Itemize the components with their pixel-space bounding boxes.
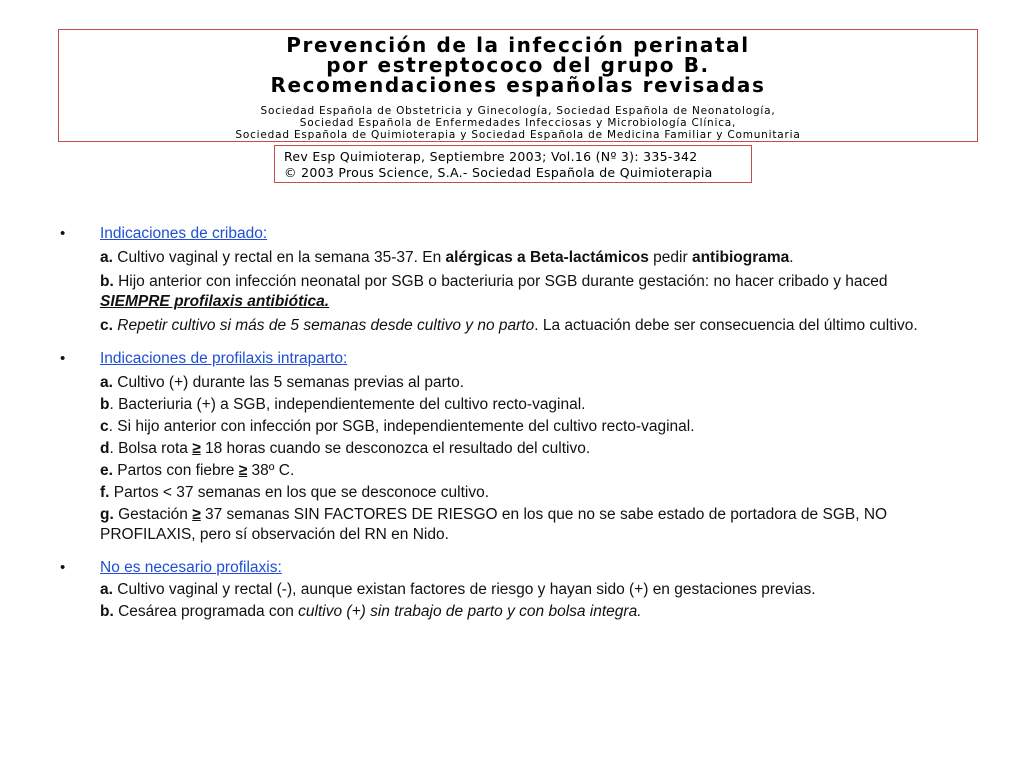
- intrapartum-item-g: g. Gestación ≥ 37 semanas SIN FACTORES DE RIESGO en los que no se sabe estado de portadora de SGB, NO PROFILAXIS, pero sí observación del RN en Nido.: [100, 506, 888, 543]
- society-line-2: Sociedad Española de Enfermedades Infecciosas y Microbiología Clínica,: [299, 117, 737, 129]
- screening-item-c: c. Repetir cultivo si más de 5 semanas desde cultivo y no parto. La actuación debe ser consecuencia del último cultivo.: [100, 317, 918, 334]
- article-title-line-2: por estreptococo del grupo B.: [326, 53, 710, 77]
- item-label: a.: [100, 581, 113, 598]
- screening-item-a: a. Cultivo vaginal y rectal en la semana 35-37. En alérgicas a Beta-lactámicos pedir antibiograma.: [100, 249, 794, 266]
- intrapartum-item-c: c. Si hijo anterior con infección por SGB, independientemente del cultivo recto-vaginal.: [100, 418, 695, 435]
- section-heading-no-prophylaxis: No es necesario profilaxis:: [100, 559, 282, 576]
- no-prophylaxis-item-a: a. Cultivo vaginal y rectal (-), aunque existan factores de riesgo y hayan sido (+) en gestaciones previas.: [100, 581, 816, 598]
- item-label: a.: [100, 374, 113, 391]
- item-label: g.: [100, 506, 114, 523]
- journal-reference-box: [274, 145, 752, 183]
- copyright-line: © 2003 Prous Science, S.A.- Sociedad Española de Quimioterapia: [284, 165, 713, 180]
- item-label: f.: [100, 484, 110, 501]
- bullet: •: [60, 559, 66, 576]
- item-label: b: [100, 396, 110, 413]
- item-label: b.: [100, 273, 114, 290]
- item-label: d: [100, 440, 110, 457]
- intrapartum-item-d: d. Bolsa rota ≥ 18 horas cuando se desconozca el resultado del cultivo.: [100, 440, 591, 457]
- section-intrapartum-prophylaxis: [0, 349, 1024, 545]
- section-screening: [0, 224, 1024, 336]
- item-label: a.: [100, 249, 113, 266]
- no-prophylaxis-item-b: b. Cesárea programada con cultivo (+) sin trabajo de parto y con bolsa integra.: [100, 603, 642, 620]
- section-no-prophylaxis: [0, 558, 1024, 622]
- intrapartum-item-e: e. Partos con fiebre ≥ 38º C.: [100, 462, 295, 479]
- screening-item-b: b. Hijo anterior con infección neonatal por SGB o bacteriuria por SGB durante gestación: no hacer cribado y haced SIEMPRE profilaxis antibiótica.: [100, 273, 888, 310]
- article-title-line-1: Prevención de la infección perinatal: [286, 33, 750, 57]
- item-label: c: [100, 418, 109, 435]
- bullet: •: [60, 225, 66, 242]
- greater-equal-symbol: ≥: [238, 462, 248, 479]
- section-heading-intrapartum: Indicaciones de profilaxis intraparto:: [100, 350, 348, 367]
- article-title-box: [58, 29, 978, 142]
- intrapartum-item-f: f. Partos < 37 semanas en los que se desconoce cultivo.: [100, 484, 490, 501]
- bullet: •: [60, 350, 66, 367]
- slide-content: [0, 224, 1024, 622]
- item-label: c.: [100, 317, 113, 334]
- item-label: b.: [100, 603, 114, 620]
- always-prophylaxis-emphasis: SIEMPRE profilaxis antibiótica.: [100, 293, 330, 310]
- society-line-3: Sociedad Española de Quimioterapia y Sociedad Española de Medicina Familiar y Comunitaria: [235, 129, 801, 141]
- journal-citation: Rev Esp Quimioterap, Septiembre 2003; Vol.16 (Nº 3): 335-342: [284, 149, 698, 164]
- intrapartum-item-a: a. Cultivo (+) durante las 5 semanas previas al parto.: [100, 374, 465, 391]
- society-line-1: Sociedad Española de Obstetricia y Ginecología, Sociedad Española de Neonatología,: [260, 105, 776, 117]
- item-label: e.: [100, 462, 113, 479]
- greater-equal-symbol: ≥: [192, 506, 201, 523]
- article-title-line-3: Recomendaciones españolas revisadas: [270, 73, 766, 97]
- section-heading-screening: Indicaciones de cribado:: [100, 225, 268, 242]
- greater-equal-symbol: ≥: [192, 440, 201, 457]
- intrapartum-item-b: b. Bacteriuria (+) a SGB, independientemente del cultivo recto-vaginal.: [100, 396, 586, 413]
